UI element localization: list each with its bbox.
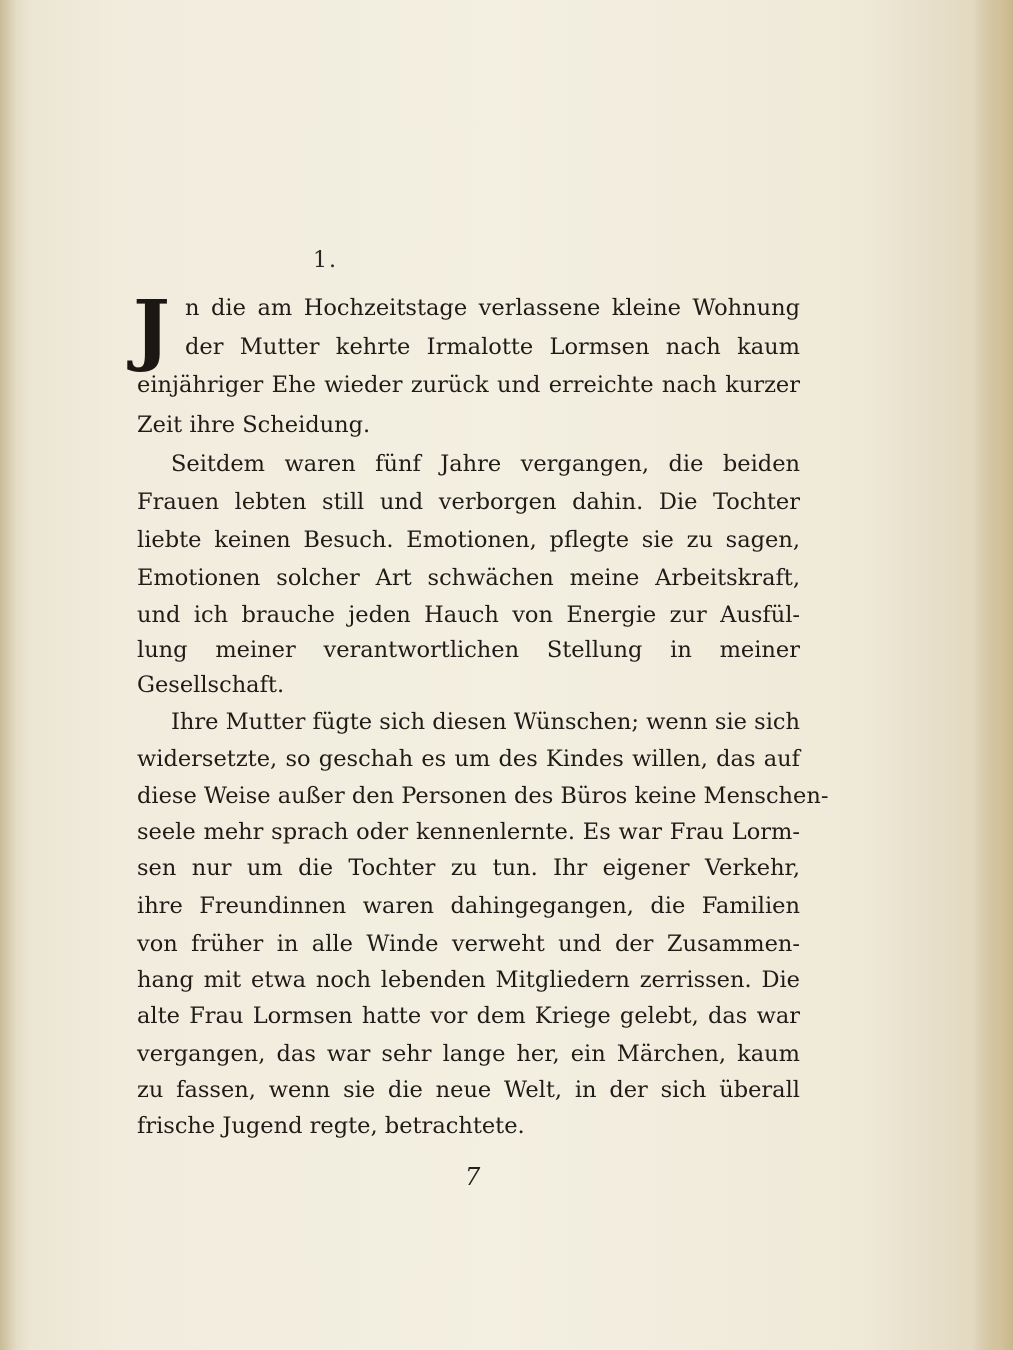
text-line: von früher in alle Winde verweht und der Zusammen- <box>137 931 800 957</box>
text-line: n die am Hochzeitstage verlassene kleine Wohnung <box>185 295 800 321</box>
text-line: diese Weise außer den Personen des Büros keine Menschen- <box>137 783 829 809</box>
text-line: liebte keinen Besuch. Emotionen, pflegte sie zu sagen, <box>137 527 800 553</box>
text-line: lung meiner verantwortlichen Stellung in meiner <box>137 637 800 663</box>
text-line: einjähriger Ehe wieder zurück und erreichte nach kurzer <box>137 372 800 398</box>
page-number: 7 <box>465 1163 481 1191</box>
text-line: Zeit ihre Scheidung. <box>137 412 371 438</box>
text-line: hang mit etwa noch lebenden Mitgliedern zerrissen. Die <box>137 967 800 993</box>
text-line: Seitdem waren fünf Jahre vergangen, die beiden <box>171 451 800 477</box>
text-line: widersetzte, so geschah es um des Kindes willen, das auf <box>137 746 800 772</box>
text-line: und ich brauche jeden Hauch von Energie zur Ausfül- <box>137 602 800 628</box>
right-page-edge <box>973 0 1013 1350</box>
text-line: seele mehr sprach oder kennenlernte. Es war Frau Lorm- <box>137 819 800 845</box>
drop-cap: J <box>133 284 170 375</box>
text-line: alte Frau Lormsen hatte vor dem Kriege gelebt, das war <box>137 1003 800 1029</box>
text-line: zu fassen, wenn sie die neue Welt, in der sich überall <box>137 1077 800 1103</box>
text-line: Ihre Mutter fügte sich diesen Wünschen; wenn sie sich <box>171 709 800 735</box>
text-line: Gesellschaft. <box>137 672 285 698</box>
text-line: Emotionen solcher Art schwächen meine Arbeitskraft, <box>137 565 800 591</box>
text-line: vergangen, das war sehr lange her, ein Märchen, kaum <box>137 1041 800 1067</box>
text-line: sen nur um die Tochter zu tun. Ihr eigener Verkehr, <box>137 855 800 881</box>
text-line: Frauen lebten still und verborgen dahin. Die Tochter <box>137 489 800 515</box>
text-line: der Mutter kehrte Irmalotte Lormsen nach kaum <box>185 334 800 360</box>
text-line: ihre Freundinnen waren dahingegangen, die Familien <box>137 893 800 919</box>
text-line: frische Jugend regte, betrachtete. <box>137 1113 525 1139</box>
chapter-number: 1. <box>313 248 338 273</box>
left-page-edge <box>0 0 18 1350</box>
